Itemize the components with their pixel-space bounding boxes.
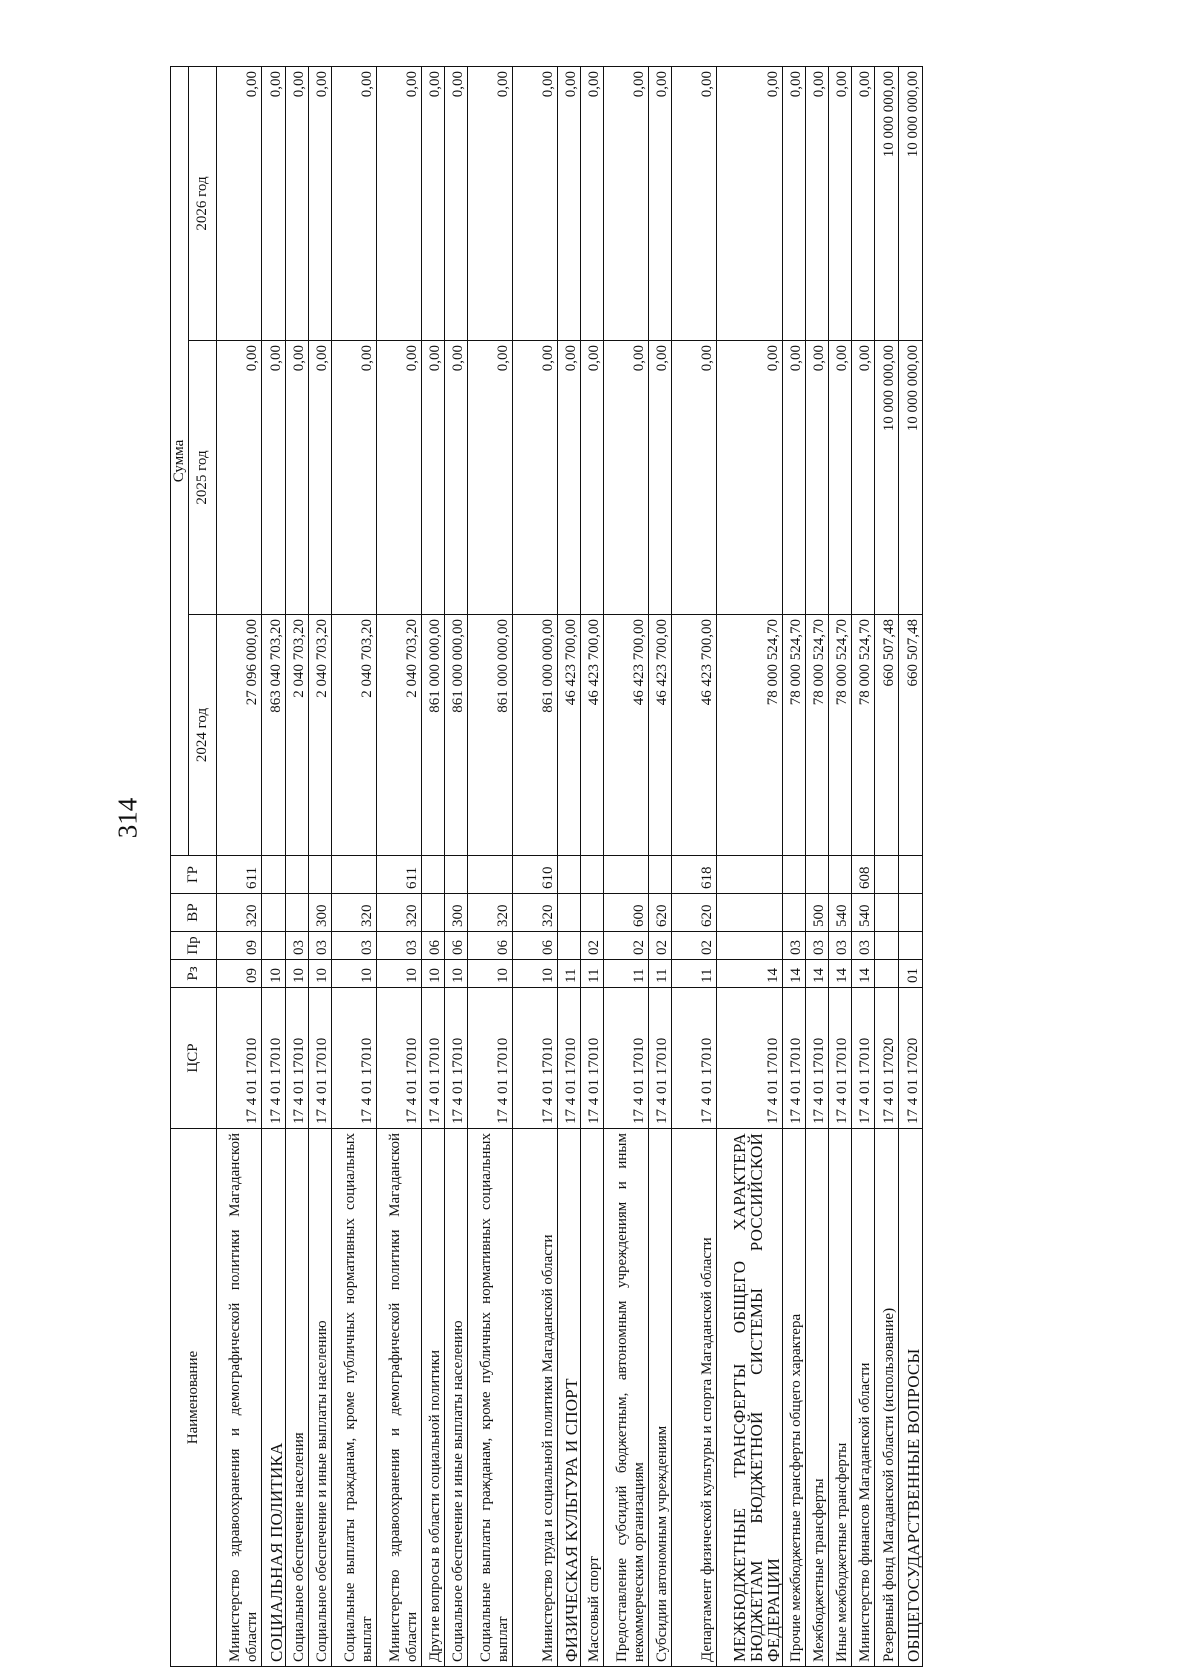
table-row: [422, 66, 445, 1666]
row-sum-2024: 2 040 703,20: [309, 615, 332, 856]
row-sum-2025: 0,00: [513, 341, 558, 615]
row-name: Министерство здравоохранения и демографической политики Магаданской области: [377, 1129, 422, 1667]
row-sum-2025: 0,00: [829, 341, 852, 615]
row-name: Социальное обеспечение и иные выплаты населению: [309, 1129, 332, 1667]
row-sum-2026: 0,00: [422, 66, 445, 340]
row-sum-2024: 2 040 703,20: [286, 615, 309, 856]
row-sum-2026: 0,00: [309, 66, 332, 340]
table-row: [806, 66, 829, 1666]
row-pr: 03: [309, 932, 332, 960]
row-vr: 320: [217, 894, 262, 932]
row-sum-2024: 78 000 524,70: [806, 615, 829, 856]
row-gr: [783, 856, 806, 894]
table-row: [581, 66, 604, 1666]
row-gr: [806, 856, 829, 894]
row-pr: 02: [672, 932, 717, 960]
row-name: Прочие межбюджетные трансферты общего характера: [783, 1129, 806, 1667]
row-gr: [332, 856, 377, 894]
table-row: [649, 66, 672, 1666]
row-csr: 17 4 01 17010: [581, 988, 604, 1129]
row-vr: [581, 894, 604, 932]
row-sum-2024: 78 000 524,70: [717, 615, 783, 856]
row-sum-2026: 0,00: [581, 66, 604, 340]
row-rz: 14: [829, 960, 852, 988]
header-2026: 2026 год: [189, 66, 217, 340]
row-sum-2024: 861 000 000,00: [513, 615, 558, 856]
row-sum-2026: 0,00: [806, 66, 829, 340]
header-2024: 2024 год: [189, 615, 217, 856]
row-pr: 03: [783, 932, 806, 960]
row-sum-2025: 10 000 000,00: [899, 341, 923, 615]
row-gr: [286, 856, 309, 894]
row-vr: [286, 894, 309, 932]
row-pr: 06: [422, 932, 445, 960]
page-number: 314: [112, 797, 143, 839]
row-name: Предоставление субсидий бюджетным, автономным учреждениям и иным некоммерческим организациям: [604, 1129, 649, 1667]
row-pr: 06: [445, 932, 468, 960]
row-csr: 17 4 01 17010: [468, 988, 513, 1129]
row-sum-2024: 46 423 700,00: [558, 615, 581, 856]
row-name: Массовый спорт: [581, 1129, 604, 1667]
row-pr: 02: [649, 932, 672, 960]
row-sum-2026: 0,00: [672, 66, 717, 340]
row-csr: 17 4 01 17010: [558, 988, 581, 1129]
table-row: [513, 66, 558, 1666]
row-rz: 10: [377, 960, 422, 988]
row-sum-2026: 0,00: [332, 66, 377, 340]
header-gr: ГР: [171, 856, 217, 894]
row-sum-2024: 46 423 700,00: [649, 615, 672, 856]
row-rz: 10: [286, 960, 309, 988]
row-name: МЕЖБЮДЖЕТНЫЕ ТРАНСФЕРТЫ ОБЩЕГО ХАРАКТЕРА БЮДЖЕТАМ БЮДЖЕТНОЙ СИСТЕМЫ РОССИЙСКОЙ ФЕДЕРАЦИИ: [717, 1129, 783, 1667]
row-gr: 610: [513, 856, 558, 894]
row-sum-2026: 0,00: [217, 66, 262, 340]
row-rz: 10: [262, 960, 286, 988]
row-vr: 300: [445, 894, 468, 932]
row-pr: [717, 932, 783, 960]
row-sum-2024: 863 040 703,20: [262, 615, 286, 856]
row-pr: 09: [217, 932, 262, 960]
row-rz: 10: [332, 960, 377, 988]
table-row: [672, 66, 717, 1666]
row-csr: 17 4 01 17010: [852, 988, 875, 1129]
row-sum-2024: 78 000 524,70: [829, 615, 852, 856]
row-vr: [422, 894, 445, 932]
table-row: [829, 66, 852, 1666]
header-sum: Сумма: [171, 66, 189, 855]
row-csr: 17 4 01 17010: [783, 988, 806, 1129]
row-pr: 03: [829, 932, 852, 960]
row-csr: 17 4 01 17020: [875, 988, 899, 1129]
row-gr: 611: [217, 856, 262, 894]
row-sum-2025: 10 000 000,00: [875, 341, 899, 615]
row-vr: 540: [829, 894, 852, 932]
row-rz: 01: [899, 960, 923, 988]
row-sum-2026: 0,00: [829, 66, 852, 340]
row-gr: 618: [672, 856, 717, 894]
row-gr: 608: [852, 856, 875, 894]
row-pr: [899, 932, 923, 960]
table-row: [604, 66, 649, 1666]
row-gr: [309, 856, 332, 894]
table-row: [468, 66, 513, 1666]
row-csr: 17 4 01 17010: [604, 988, 649, 1129]
row-sum-2026: 0,00: [468, 66, 513, 340]
row-vr: 540: [852, 894, 875, 932]
row-vr: 620: [649, 894, 672, 932]
row-sum-2025: 0,00: [604, 341, 649, 615]
row-sum-2025: 0,00: [286, 341, 309, 615]
row-rz: 14: [806, 960, 829, 988]
row-vr: 500: [806, 894, 829, 932]
row-sum-2024: 660 507,48: [899, 615, 923, 856]
row-sum-2024: 78 000 524,70: [783, 615, 806, 856]
row-rz: 14: [717, 960, 783, 988]
table-row: [783, 66, 806, 1666]
header-csr: ЦСР: [171, 988, 217, 1129]
row-name: Министерство финансов Магаданской области: [852, 1129, 875, 1667]
table-row: [445, 66, 468, 1666]
row-pr: [262, 932, 286, 960]
row-sum-2024: 2 040 703,20: [332, 615, 377, 856]
row-csr: 17 4 01 17020: [899, 988, 923, 1129]
row-csr: 17 4 01 17010: [829, 988, 852, 1129]
row-name: Социальные выплаты гражданам, кроме публичных нормативных социальных выплат: [332, 1129, 377, 1667]
row-sum-2025: 0,00: [422, 341, 445, 615]
table-row: [262, 66, 286, 1666]
row-csr: 17 4 01 17010: [806, 988, 829, 1129]
row-sum-2024: 46 423 700,00: [581, 615, 604, 856]
row-name: Департамент физической культуры и спорта Магаданской области: [672, 1129, 717, 1667]
row-rz: 11: [649, 960, 672, 988]
row-sum-2025: 0,00: [672, 341, 717, 615]
row-sum-2025: 0,00: [558, 341, 581, 615]
row-name: Министерство здравоохранения и демографической политики Магаданской области: [217, 1129, 262, 1667]
row-name: Иные межбюджетные трансферты: [829, 1129, 852, 1667]
row-sum-2025: 0,00: [806, 341, 829, 615]
budget-table: [170, 66, 923, 1667]
row-rz: 14: [783, 960, 806, 988]
row-sum-2025: 0,00: [468, 341, 513, 615]
row-rz: 14: [852, 960, 875, 988]
row-rz: 11: [558, 960, 581, 988]
row-sum-2025: 0,00: [377, 341, 422, 615]
row-sum-2026: 0,00: [783, 66, 806, 340]
row-rz: 10: [513, 960, 558, 988]
row-name: Социальные выплаты гражданам, кроме публичных нормативных социальных выплат: [468, 1129, 513, 1667]
row-csr: 17 4 01 17010: [286, 988, 309, 1129]
row-rz: 09: [217, 960, 262, 988]
row-pr: [875, 932, 899, 960]
table-row: [899, 66, 923, 1666]
row-gr: [829, 856, 852, 894]
row-csr: 17 4 01 17010: [422, 988, 445, 1129]
row-gr: [875, 856, 899, 894]
row-name: СОЦИАЛЬНАЯ ПОЛИТИКА: [262, 1129, 286, 1667]
row-sum-2024: 46 423 700,00: [604, 615, 649, 856]
row-gr: [558, 856, 581, 894]
row-name: Социальное обеспечение и иные выплаты населению: [445, 1129, 468, 1667]
row-sum-2024: 660 507,48: [875, 615, 899, 856]
row-sum-2026: 0,00: [377, 66, 422, 340]
row-vr: 620: [672, 894, 717, 932]
row-gr: [581, 856, 604, 894]
table-row: [286, 66, 309, 1666]
row-sum-2024: 861 000 000,00: [445, 615, 468, 856]
row-sum-2025: 0,00: [649, 341, 672, 615]
row-csr: 17 4 01 17010: [332, 988, 377, 1129]
row-rz: 10: [445, 960, 468, 988]
row-csr: 17 4 01 17010: [262, 988, 286, 1129]
row-pr: 06: [513, 932, 558, 960]
row-sum-2026: 0,00: [513, 66, 558, 340]
row-sum-2025: 0,00: [262, 341, 286, 615]
row-sum-2024: 27 096 000,00: [217, 615, 262, 856]
row-pr: 02: [604, 932, 649, 960]
row-sum-2025: 0,00: [581, 341, 604, 615]
row-csr: 17 4 01 17010: [672, 988, 717, 1129]
row-rz: 11: [581, 960, 604, 988]
row-csr: 17 4 01 17010: [445, 988, 468, 1129]
header-2025: 2025 год: [189, 341, 217, 615]
row-name: Субсидии автономным учреждениям: [649, 1129, 672, 1667]
row-sum-2026: 0,00: [852, 66, 875, 340]
row-sum-2025: 0,00: [717, 341, 783, 615]
table-row: [852, 66, 875, 1666]
row-csr: 17 4 01 17010: [217, 988, 262, 1129]
row-pr: 03: [377, 932, 422, 960]
row-rz: [875, 960, 899, 988]
row-vr: [262, 894, 286, 932]
header-vr: ВР: [171, 894, 217, 932]
row-sum-2026: 10 000 000,00: [875, 66, 899, 340]
row-pr: 02: [581, 932, 604, 960]
row-sum-2024: 46 423 700,00: [672, 615, 717, 856]
row-sum-2026: 0,00: [262, 66, 286, 340]
row-vr: [717, 894, 783, 932]
row-name: Резервный фонд Магаданской области (использование): [875, 1129, 899, 1667]
row-gr: [717, 856, 783, 894]
row-sum-2026: 0,00: [445, 66, 468, 340]
row-csr: 17 4 01 17010: [513, 988, 558, 1129]
table-row: [558, 66, 581, 1666]
row-vr: 320: [332, 894, 377, 932]
row-vr: 600: [604, 894, 649, 932]
row-vr: [899, 894, 923, 932]
table-row: [332, 66, 377, 1666]
row-name: ОБЩЕГОСУДАРСТВЕННЫЕ ВОПРОСЫ: [899, 1129, 923, 1667]
row-gr: [649, 856, 672, 894]
row-vr: [875, 894, 899, 932]
row-pr: 03: [806, 932, 829, 960]
row-name: Министерство труда и социальной политики Магаданской области: [513, 1129, 558, 1667]
row-name: Другие вопросы в области социальной политики: [422, 1129, 445, 1667]
row-gr: [422, 856, 445, 894]
table-row: [377, 66, 422, 1666]
header-name: Наименование: [171, 1129, 217, 1667]
row-gr: 611: [377, 856, 422, 894]
row-sum-2024: 78 000 524,70: [852, 615, 875, 856]
row-sum-2026: 0,00: [286, 66, 309, 340]
row-gr: [445, 856, 468, 894]
row-rz: 10: [422, 960, 445, 988]
row-sum-2026: 0,00: [604, 66, 649, 340]
row-sum-2026: 0,00: [558, 66, 581, 340]
table-row: [309, 66, 332, 1666]
row-csr: 17 4 01 17010: [309, 988, 332, 1129]
row-rz: 11: [672, 960, 717, 988]
row-sum-2024: 2 040 703,20: [377, 615, 422, 856]
row-name: Социальное обеспечение населения: [286, 1129, 309, 1667]
row-pr: 06: [468, 932, 513, 960]
row-pr: 03: [332, 932, 377, 960]
row-sum-2025: 0,00: [332, 341, 377, 615]
row-csr: 17 4 01 17010: [717, 988, 783, 1129]
row-gr: [262, 856, 286, 894]
row-gr: [604, 856, 649, 894]
table-row: [217, 66, 262, 1666]
row-pr: 03: [852, 932, 875, 960]
row-gr: [468, 856, 513, 894]
row-sum-2024: 861 000 000,00: [468, 615, 513, 856]
row-sum-2025: 0,00: [217, 341, 262, 615]
row-sum-2026: 0,00: [649, 66, 672, 340]
row-pr: 03: [286, 932, 309, 960]
row-vr: 320: [513, 894, 558, 932]
row-sum-2025: 0,00: [445, 341, 468, 615]
row-vr: 320: [377, 894, 422, 932]
row-rz: 10: [468, 960, 513, 988]
row-vr: [783, 894, 806, 932]
row-pr: [558, 932, 581, 960]
row-sum-2026: 10 000 000,00: [899, 66, 923, 340]
rotated-page: [170, 67, 1090, 1667]
row-name: ФИЗИЧЕСКАЯ КУЛЬТУРА И СПОРТ: [558, 1129, 581, 1667]
row-sum-2025: 0,00: [783, 341, 806, 615]
row-csr: 17 4 01 17010: [649, 988, 672, 1129]
row-sum-2025: 0,00: [309, 341, 332, 615]
header-pr: Пр: [171, 932, 217, 960]
row-sum-2025: 0,00: [852, 341, 875, 615]
table-header: [171, 66, 217, 1666]
table-row: [717, 66, 783, 1666]
row-vr: 300: [309, 894, 332, 932]
table-row: [875, 66, 899, 1666]
row-vr: [558, 894, 581, 932]
row-name: Межбюджетные трансферты: [806, 1129, 829, 1667]
row-gr: [899, 856, 923, 894]
row-sum-2026: 0,00: [717, 66, 783, 340]
header-rz: Рз: [171, 960, 217, 988]
row-rz: 10: [309, 960, 332, 988]
row-rz: 11: [604, 960, 649, 988]
row-csr: 17 4 01 17010: [377, 988, 422, 1129]
row-sum-2024: 861 000 000,00: [422, 615, 445, 856]
row-vr: 320: [468, 894, 513, 932]
table-body: [217, 66, 923, 1666]
